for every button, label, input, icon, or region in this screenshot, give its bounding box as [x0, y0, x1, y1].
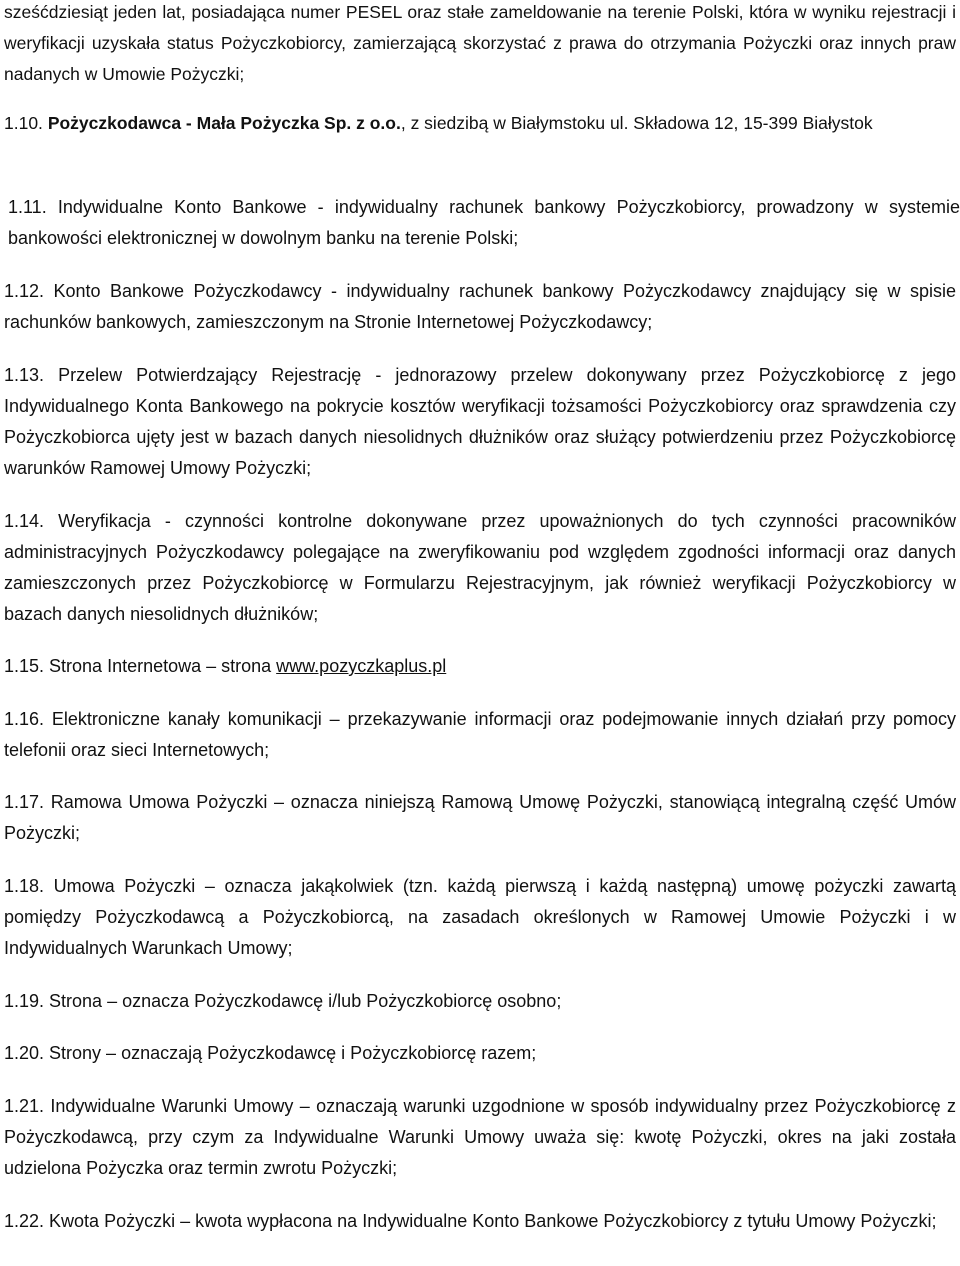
paragraph-1-11: 1.11. Indywidualne Konto Bankowe - indywidualny rachunek bankowy Pożyczkobiorcy, prowadzony w systemie bankowości elektronicznej w dowolnym banku na terenie Polski;: [8, 197, 960, 248]
paragraph-1-21: 1.21. Indywidualne Warunki Umowy – oznaczają warunki uzgodnione w sposób indywidualny przez Pożyczkobiorcę z Pożyczkodawcą, przy czym za Indywidualne Warunki Umowy uważa się: kwotę Pożyczki, okres na jaki została udzielona Pożyczka oraz termin zwrotu Pożyczki;: [4, 1096, 956, 1178]
lender-name: Pożyczkodawca - Mała Pożyczka Sp. z o.o.: [47, 113, 401, 133]
paragraph-1-13: 1.13. Przelew Potwierdzający Rejestrację - jednorazowy przelew dokonywany przez Pożyczkobiorcę z jego Indywidualnego Konta Bankowego na pokrycie kosztów weryfikacji tożsamości Pożyczkobiorcy oraz sprawdzenia czy Pożyczkobiorca ujęty jest w bazach danych niesolidnych dłużników oraz służący potwierdzeniu przez Pożyczkobiorcę warunków Ramowej Umowy Pożyczki;: [4, 365, 956, 478]
paragraph-1-10: [4, 108, 956, 139]
paragraph-1-15: [4, 651, 956, 682]
paragraph-1-16: 1.16. Elektroniczne kanały komunikacji – przekazywanie informacji oraz podejmowanie innych działań przy pomocy telefonii oraz sieci Internetowych;: [4, 709, 956, 760]
paragraph-1-15-text: 1.15. Strona Internetowa – strona: [4, 656, 277, 676]
paragraph-1-17: 1.17. Ramowa Umowa Pożyczki – oznacza niniejszą Ramową Umowę Pożyczki, stanowiącą integralną część Umów Pożyczki;: [4, 792, 956, 843]
paragraph-1-10-number: 1.10.: [4, 113, 43, 133]
paragraph-1-12: 1.12. Konto Bankowe Pożyczkodawcy - indywidualny rachunek bankowy Pożyczkodawcy znajdujący się w spisie rachunków bankowych, zamieszczonym na Stronie Internetowej Pożyczkodawcy;: [4, 281, 956, 332]
paragraph-1-19: 1.19. Strona – oznacza Pożyczkodawcę i/lub Pożyczkobiorcę osobno;: [4, 991, 562, 1011]
paragraph-1-22: 1.22. Kwota Pożyczki – kwota wypłacona na Indywidualne Konto Bankowe Pożyczkobiorcy z tytułu Umowy Pożyczki;: [4, 1211, 937, 1231]
lender-address: , z siedzibą w Białymstoku ul. Składowa 12, 15-399 Białystok: [400, 113, 873, 133]
paragraph-intro: sześćdziesiąt jeden lat, posiadająca numer PESEL oraz stałe zameldowanie na terenie Polski, która w wyniku rejestracji i weryfikacji uzyskała status Pożyczkobiorcy, zamierzającą skorzystać z prawa do otrzymania Pożyczki oraz innych praw nadanych w Umowie Pożyczki;: [4, 2, 956, 84]
paragraph-1-20: 1.20. Strony – oznaczają Pożyczkodawcę i Pożyczkobiorcę razem;: [4, 1043, 537, 1063]
paragraph-1-18: 1.18. Umowa Pożyczki – oznacza jakąkolwiek (tzn. każdą pierwszą i każdą następną) umowę pożyczki zawartą pomiędzy Pożyczkodawcą a Pożyczkobiorcą, na zasadach określonych w Ramowej Umowie Pożyczki i w Indywidualnych Warunkach Umowy;: [4, 876, 956, 958]
paragraph-1-14: 1.14. Weryfikacja - czynności kontrolne dokonywane przez upoważnionych do tych czynności pracowników administracyjnych Pożyczkodawcy polegające na zweryfikowaniu pod względem zgodności informacji oraz danych zamieszczonych przez Pożyczkobiorcę w Formularzu Rejestracyjnym, jak również weryfikacji Pożyczkobiorcy w bazach danych niesolidnych dłużników;: [4, 511, 956, 624]
website-link[interactable]: www.pozyczkaplus.pl: [276, 656, 447, 676]
